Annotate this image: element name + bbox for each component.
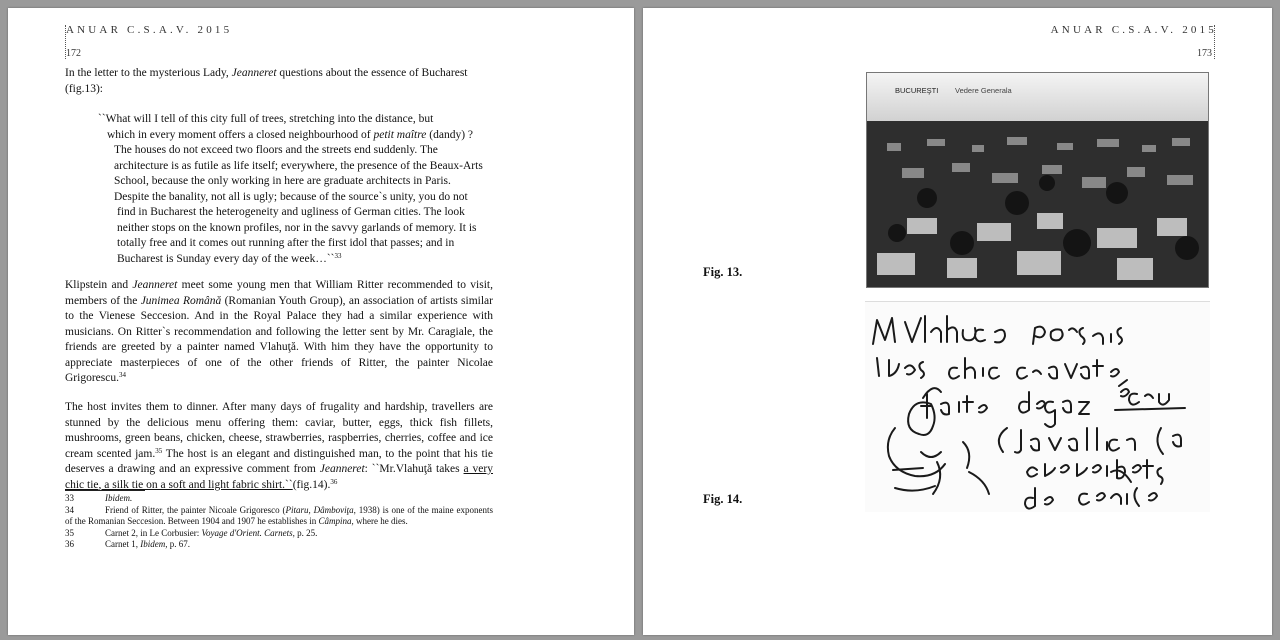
handwritten-letter-image (865, 302, 1210, 512)
photo-caption: BUCUREŞTI (895, 86, 939, 95)
footnote-35: 35 Carnet 2, in Le Corbusier: Voyage d'Orient. Carnets, p. 25. (65, 527, 318, 538)
block-quote: ``What will I tell of this city full of trees, stretching into the distance, but which in every moment offers a closed neighbourhood of petit maître (dandy) ? The houses do not exceed two floors and the streets end suddenly. The architecture is as futile as life itself; everywhere, the presence of the Beaux-Arts School, because the only working in here are graduate architects in Paris. Despite the banality, not all is ugly; because of the source`s unity, you do not find in Bucharest the heterogeneity and ugliness of German cities. The look neither stops on the known profiles, nor in the savvy garlands of memory. It is totally free and it comes out running after the first idol that passes; and in Bucharest is Sunday every day of the week…``$^{33}$ (98, 113, 483, 265)
left-page (8, 8, 634, 635)
intro-paragraph: In the letter to the mysterious Lady, Jeanneret questions about the essence of Bucharest (fig.13): (65, 67, 468, 95)
footnotes (65, 493, 493, 551)
footnote-33: 33 Ibidem. (65, 493, 133, 503)
figure-13-label: Fig. 13. (703, 265, 743, 279)
right-page (643, 8, 1272, 635)
letter-text: M Vlahuca porsais . tres chic cravate . faite de gaz écru (lavalliere) sur chemisette de meme etoffe legere. (865, 302, 908, 303)
paragraph-host: The host invites them to dinner. After many days of frugality and hardship, travellers are stunned by the delicious menu offering them: caviar, butter, eggs, thick fish fillets, mushrooms, green beans, chicken, cheese, strawberries, raspberries, cherries, coffee and ice cream scented jam.$^{35}$ The host is an elegant and distinguished man, to the point that his tie deserves a drawing and an expressive comment from Jeanneret: ``Mr.Vlahuţă takes a very chic tie, a silk tie on a soft and light fabric shirt.``(fig.14).$^{36}$ (65, 401, 493, 491)
running-head: ANUAR C.S.A.V. 2015 (66, 24, 233, 36)
footnote-34: 34 Friend of Ritter, the painter Nicoale Grigoresco (Pitaru, Dâmboviţa, 1938) is one of the maine exponents of the Romanian Seccesion. Between 1904 and 1907 he establishes in Câmpina, where he dies. (65, 504, 493, 526)
bucharest-photo (866, 72, 1209, 288)
running-head: ANUAR C.S.A.V. 2015 (1050, 24, 1217, 36)
page-number: 172 (66, 48, 81, 59)
footnote-36: 36 Carnet 1, Ibidem, p. 67. (65, 539, 190, 549)
photo-caption-2: Vedere Generala (955, 86, 1012, 95)
paragraph-klipstein: Klipstein and Jeanneret meet some young men that William Ritter recommended to visit, members of the Junimea Română (Romanian Youth Group), an association of artists similar to the Vienese Seccesion. And in the Royal Palace they had a similar experience with musicians. On Ritter`s recommendation and following the letter sent by Mr. Caragiale, the friends are greeted by a painter named Vlahuţă. With him they have the opportunity to appreciate masterpieces of one of the other friends of Ritter, the painter Nicolae Grigorescu.$^{34}$ (65, 279, 493, 384)
footnote-rule (65, 490, 145, 491)
handwritten-letter (865, 301, 1210, 512)
page-number: 173 (1197, 48, 1212, 59)
figure-14-label: Fig. 14. (703, 492, 743, 506)
bucharest-photo-image (867, 73, 1208, 287)
